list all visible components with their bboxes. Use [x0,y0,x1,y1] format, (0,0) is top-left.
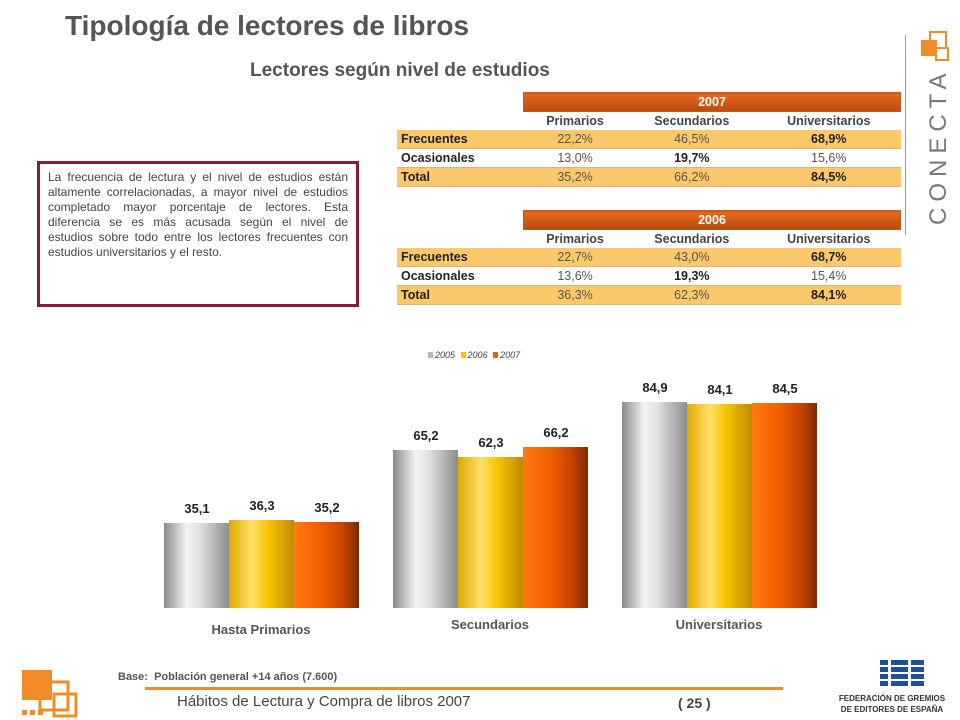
table-cell: 66,2% [627,168,757,187]
bar-2006 [687,404,752,608]
bar-2006 [229,520,294,608]
category-label: Hasta Primarios [211,622,311,637]
bar-2007 [523,447,588,608]
description-box: La frecuencia de lectura y el nivel de estudios están altamente correlacionadas, a mayor nivel de estudios completado mayor porcentaje de lectores. Esta diferencia se es más acusada según el nivel de estudios sobre todo entre los lectores frecuentes con estudios universitarios y el resto. [37,161,359,307]
brand-squares-icon [920,28,950,66]
federation-line: DE EDITORES DE ESPAÑA [840,705,944,714]
category-label: Secundarios [450,617,530,632]
bar-2007 [294,522,359,608]
table-2006 [397,210,901,305]
table-cell: 84,1% [757,286,901,305]
page-title: Tipología de lectores de libros [65,10,470,41]
table-cell: 15,4% [757,267,901,286]
table-year: 2006 [524,211,901,230]
bar-2005 [164,523,229,608]
federation-line: FEDERACIÓN DE GREMIOS [838,694,946,703]
table-cell: 19,7% [627,149,757,168]
data-label: 66,2 [543,425,569,441]
page-number: ( 25 ) [678,695,711,711]
legend-label: 2007 [500,350,521,360]
table-year: 2007 [524,93,901,112]
table-row [397,168,901,187]
table-cell: 62,3% [627,286,757,305]
row-label: Total [397,168,524,187]
column-header: Secundarios [654,232,730,246]
table-row [397,130,901,149]
table-cell: 19,3% [627,267,757,286]
corner-squares-icon [18,668,80,720]
base-label: Base: [118,671,148,683]
chart-legend [425,350,520,360]
footer-title: Hábitos de Lectura y Compra de libros 2007 [177,693,471,710]
data-label: 65,2 [413,427,439,443]
table-cell: 43,0% [627,248,757,267]
data-label: 36,3 [249,497,275,513]
table-row [397,149,901,168]
data-label: 84,5 [772,380,798,396]
table-cell: 84,5% [757,168,901,187]
column-header: Primarios [546,114,604,128]
table-row [397,267,901,286]
row-label: Ocasionales [397,267,524,286]
table-cell: 22,7% [524,248,627,267]
legend-label: 2005 [435,350,456,360]
table-cell: 15,6% [757,149,901,168]
table-cell: 13,6% [524,267,627,286]
column-header: Universitarios [787,232,871,246]
bar-2006 [458,457,523,608]
table-cell: 68,9% [757,130,901,149]
data-label: 62,3 [478,434,504,450]
data-label: 35,1 [184,500,210,516]
legend-label: 2006 [467,350,488,360]
table-cell: 13,0% [524,149,627,168]
category-label: Universitarios [675,617,763,632]
bar-2007 [752,403,817,608]
row-label: Frecuentes [397,248,524,267]
column-header: Primarios [546,232,604,246]
brand-logo: CONECTA [925,67,952,225]
legend-swatch-2007 [493,352,498,358]
legend-swatch-2006 [461,352,466,358]
data-label: 84,1 [707,381,733,397]
table-cell: 22,2% [524,130,627,149]
brand-divider [905,35,906,235]
page-subtitle: Lectores según nivel de estudios [250,60,550,81]
table-cell: 35,2% [524,168,627,187]
column-header: Secundarios [654,114,730,128]
bar-2005 [622,402,687,608]
table-row [397,286,901,305]
base-note [118,671,337,683]
federation-name [822,693,960,715]
table-cell: 36,3% [524,286,627,305]
footer-divider [145,687,783,690]
row-label: Total [397,286,524,305]
table-2007 [397,92,901,187]
table-row [397,248,901,267]
data-label: 84,9 [642,379,668,395]
row-label: Frecuentes [397,130,524,149]
table-cell: 68,7% [757,248,901,267]
column-header: Universitarios [787,114,871,128]
legend-swatch-2005 [428,352,433,358]
base-text: Población general +14 años (7.600) [154,671,338,683]
row-label: Ocasionales [397,149,524,168]
bar-2005 [393,450,458,608]
data-label: 35,2 [314,500,340,516]
table-cell: 46,5% [627,130,757,149]
